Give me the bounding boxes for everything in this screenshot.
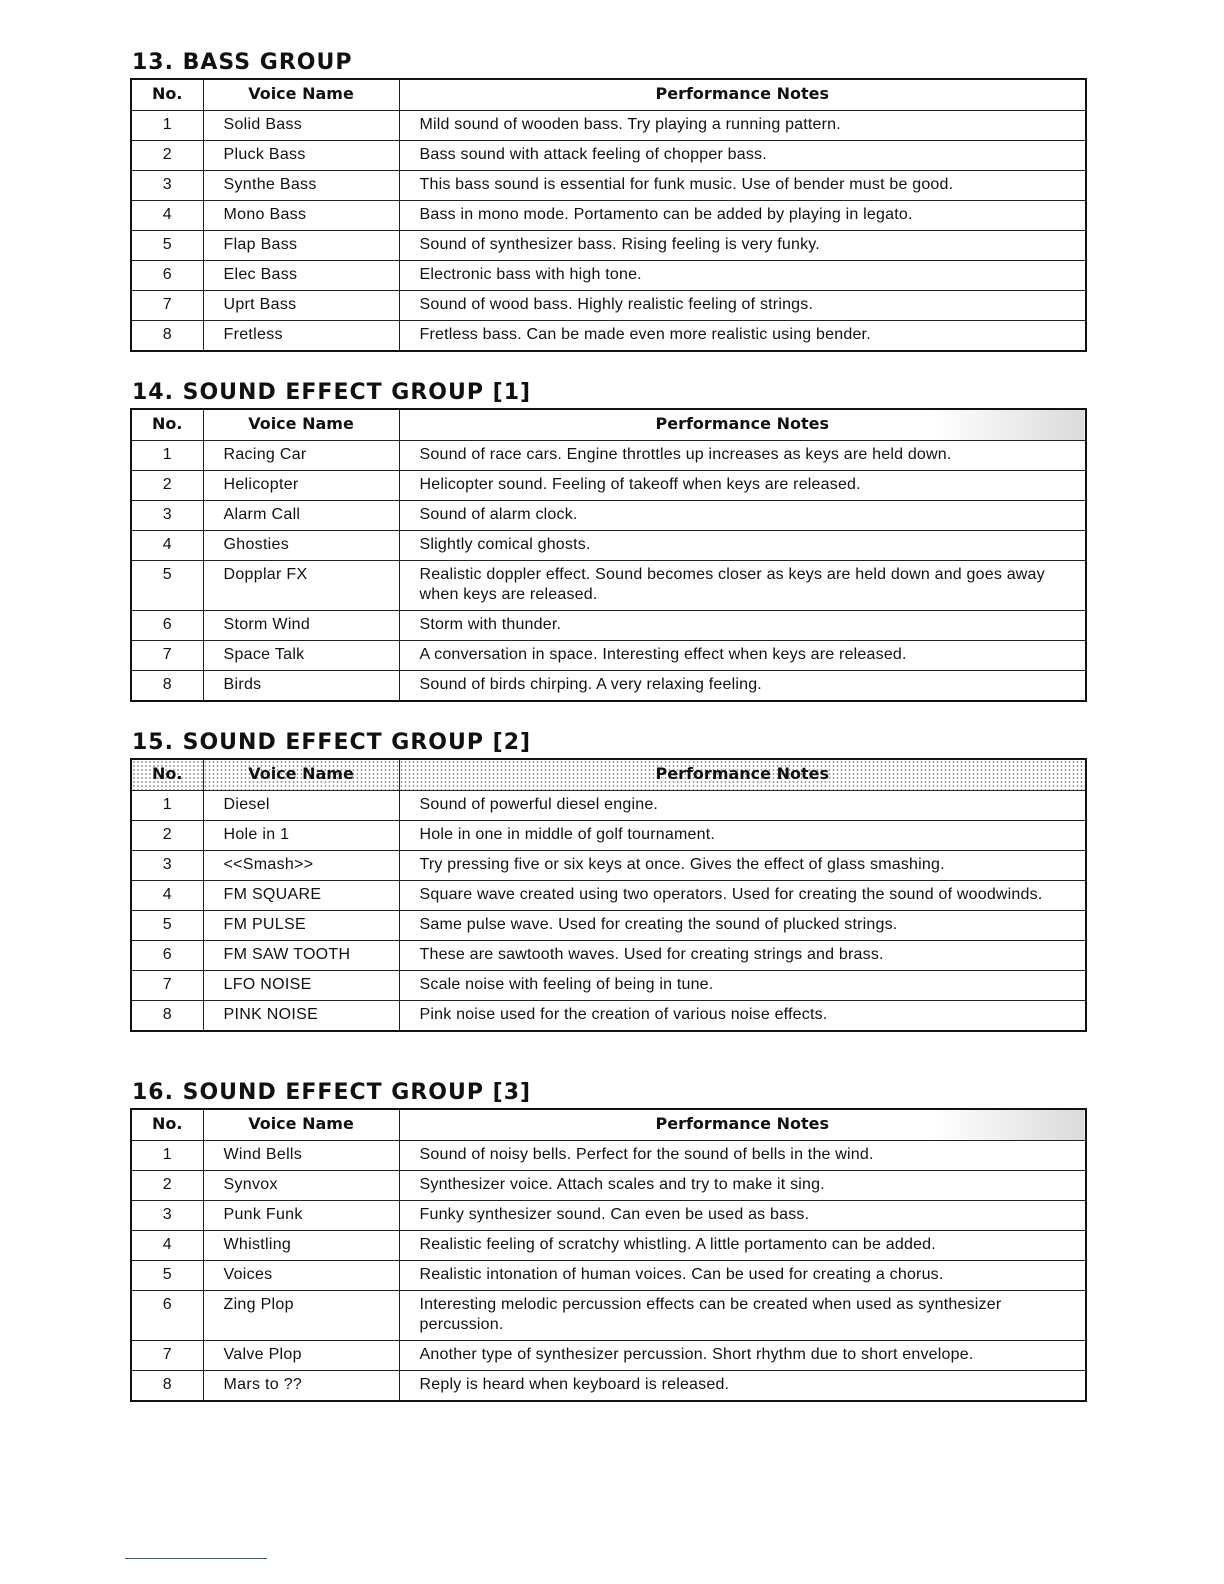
voice-number: 6: [131, 611, 203, 641]
voice-name: <<Smash>>: [203, 851, 399, 881]
voice-number: 4: [131, 531, 203, 561]
voice-name: Flap Bass: [203, 231, 399, 261]
header-voice-name: Voice Name: [203, 1109, 399, 1141]
section-sound-effect-group-1: [130, 380, 1087, 702]
header-no: No.: [131, 759, 203, 791]
voice-number: 3: [131, 851, 203, 881]
performance-notes: Try pressing five or six keys at once. Gives the effect of glass smashing.: [399, 851, 1086, 881]
voice-name: Punk Funk: [203, 1201, 399, 1231]
performance-notes: Slightly comical ghosts.: [399, 531, 1086, 561]
voice-name: Storm Wind: [203, 611, 399, 641]
voice-table: [130, 408, 1087, 702]
voice-number: 3: [131, 501, 203, 531]
table-row: [131, 441, 1086, 471]
table-header-row: [131, 759, 1086, 791]
voice-name: Racing Car: [203, 441, 399, 471]
performance-notes: Synthesizer voice. Attach scales and try to make it sing.: [399, 1171, 1086, 1201]
performance-notes: Sound of birds chirping. A very relaxing feeling.: [399, 671, 1086, 702]
section-title: 13. BASS GROUP: [132, 50, 353, 75]
table-row: [131, 1341, 1086, 1371]
header-voice-name: Voice Name: [203, 79, 399, 111]
header-voice-name: Voice Name: [203, 409, 399, 441]
voice-number: 1: [131, 111, 203, 141]
voice-name: Synvox: [203, 1171, 399, 1201]
performance-notes: Fretless bass. Can be made even more realistic using bender.: [399, 321, 1086, 352]
voice-number: 1: [131, 441, 203, 471]
voice-number: 4: [131, 881, 203, 911]
table-row: [131, 1001, 1086, 1032]
voice-name: Alarm Call: [203, 501, 399, 531]
performance-notes: Sound of synthesizer bass. Rising feeling is very funky.: [399, 231, 1086, 261]
table-row: [131, 111, 1086, 141]
performance-notes: Funky synthesizer sound. Can even be used as bass.: [399, 1201, 1086, 1231]
voice-number: 6: [131, 941, 203, 971]
table-row: [131, 881, 1086, 911]
voice-number: 7: [131, 291, 203, 321]
header-performance-notes: Performance Notes: [399, 759, 1086, 791]
table-row: [131, 531, 1086, 561]
section-title: 16. SOUND EFFECT GROUP [3]: [132, 1080, 532, 1105]
voice-name: LFO NOISE: [203, 971, 399, 1001]
voice-name: Pluck Bass: [203, 141, 399, 171]
performance-notes: A conversation in space. Interesting effect when keys are released.: [399, 641, 1086, 671]
table-body: [131, 791, 1086, 1032]
section-title: 14. SOUND EFFECT GROUP [1]: [132, 380, 532, 405]
table-row: [131, 501, 1086, 531]
performance-notes: Sound of race cars. Engine throttles up increases as keys are held down.: [399, 441, 1086, 471]
table-row: [131, 231, 1086, 261]
section-title: 15. SOUND EFFECT GROUP [2]: [132, 730, 532, 755]
voice-number: 2: [131, 471, 203, 501]
voice-name: Mono Bass: [203, 201, 399, 231]
voice-name: Uprt Bass: [203, 291, 399, 321]
voice-name: Diesel: [203, 791, 399, 821]
table-row: [131, 611, 1086, 641]
performance-notes: Sound of noisy bells. Perfect for the sound of bells in the wind.: [399, 1141, 1086, 1171]
voice-number: 7: [131, 641, 203, 671]
voice-number: 3: [131, 1201, 203, 1231]
voice-number: 3: [131, 171, 203, 201]
table-row: [131, 1371, 1086, 1402]
performance-notes: Same pulse wave. Used for creating the sound of plucked strings.: [399, 911, 1086, 941]
voice-table: [130, 78, 1087, 352]
table-row: [131, 321, 1086, 352]
table-row: [131, 671, 1086, 702]
performance-notes: Pink noise used for the creation of various noise effects.: [399, 1001, 1086, 1032]
table-header-row: [131, 1109, 1086, 1141]
performance-notes: Sound of wood bass. Highly realistic feeling of strings.: [399, 291, 1086, 321]
voice-number: 2: [131, 141, 203, 171]
table-row: [131, 911, 1086, 941]
voice-name: Synthe Bass: [203, 171, 399, 201]
header-performance-notes: Performance Notes: [399, 79, 1086, 111]
voice-number: 8: [131, 321, 203, 352]
voice-number: 4: [131, 201, 203, 231]
footer-rule: [125, 1558, 267, 1559]
voice-name: Birds: [203, 671, 399, 702]
section-sound-effect-group-2: [130, 730, 1087, 1032]
voice-name: Solid Bass: [203, 111, 399, 141]
voice-number: 6: [131, 261, 203, 291]
voice-name: Dopplar FX: [203, 561, 399, 611]
table-row: [131, 561, 1086, 611]
table-row: [131, 201, 1086, 231]
performance-notes: Realistic intonation of human voices. Can be used for creating a chorus.: [399, 1261, 1086, 1291]
performance-notes: Sound of alarm clock.: [399, 501, 1086, 531]
voice-number: 8: [131, 1371, 203, 1402]
table-row: [131, 641, 1086, 671]
header-performance-notes: Performance Notes: [399, 409, 1086, 441]
table-row: [131, 791, 1086, 821]
table-body: [131, 441, 1086, 702]
table-body: [131, 111, 1086, 352]
voice-name: Ghosties: [203, 531, 399, 561]
voice-name: FM SQUARE: [203, 881, 399, 911]
voice-number: 7: [131, 971, 203, 1001]
table-header-row: [131, 79, 1086, 111]
voice-name: Valve Plop: [203, 1341, 399, 1371]
header-no: No.: [131, 409, 203, 441]
voice-name: PINK NOISE: [203, 1001, 399, 1032]
performance-notes: Electronic bass with high tone.: [399, 261, 1086, 291]
voice-name: Hole in 1: [203, 821, 399, 851]
table-row: [131, 1231, 1086, 1261]
voice-number: 5: [131, 911, 203, 941]
performance-notes: Realistic doppler effect. Sound becomes closer as keys are held down and goes away when keys are released.: [399, 561, 1086, 611]
table-row: [131, 171, 1086, 201]
performance-notes: Helicopter sound. Feeling of takeoff when keys are released.: [399, 471, 1086, 501]
table-row: [131, 851, 1086, 881]
table-row: [131, 291, 1086, 321]
voice-number: 2: [131, 821, 203, 851]
performance-notes: Scale noise with feeling of being in tune.: [399, 971, 1086, 1001]
table-row: [131, 1141, 1086, 1171]
voice-name: Helicopter: [203, 471, 399, 501]
header-no: No.: [131, 1109, 203, 1141]
table-row: [131, 1261, 1086, 1291]
table-row: [131, 141, 1086, 171]
performance-notes: Another type of synthesizer percussion. Short rhythm due to short envelope.: [399, 1341, 1086, 1371]
voice-number: 7: [131, 1341, 203, 1371]
table-row: [131, 941, 1086, 971]
voice-name: FM PULSE: [203, 911, 399, 941]
performance-notes: This bass sound is essential for funk music. Use of bender must be good.: [399, 171, 1086, 201]
performance-notes: Mild sound of wooden bass. Try playing a running pattern.: [399, 111, 1086, 141]
voice-number: 1: [131, 1141, 203, 1171]
performance-notes: Bass sound with attack feeling of chopper bass.: [399, 141, 1086, 171]
section-sound-effect-group-3: [130, 1080, 1087, 1402]
performance-notes: Bass in mono mode. Portamento can be added by playing in legato.: [399, 201, 1086, 231]
performance-notes: These are sawtooth waves. Used for creating strings and brass.: [399, 941, 1086, 971]
voice-number: 6: [131, 1291, 203, 1341]
voice-name: Space Talk: [203, 641, 399, 671]
voice-number: 5: [131, 561, 203, 611]
voice-number: 1: [131, 791, 203, 821]
section-bass-group: [130, 50, 1087, 352]
header-no: No.: [131, 79, 203, 111]
performance-notes: Realistic feeling of scratchy whistling. A little portamento can be added.: [399, 1231, 1086, 1261]
performance-notes: Interesting melodic percussion effects can be created when used as synthesizer percussion.: [399, 1291, 1086, 1341]
table-row: [131, 971, 1086, 1001]
voice-number: 5: [131, 231, 203, 261]
voice-number: 4: [131, 1231, 203, 1261]
table-row: [131, 471, 1086, 501]
table-row: [131, 1291, 1086, 1341]
header-voice-name: Voice Name: [203, 759, 399, 791]
voice-name: Zing Plop: [203, 1291, 399, 1341]
voice-number: 8: [131, 671, 203, 702]
voice-name: Voices: [203, 1261, 399, 1291]
voice-name: FM SAW TOOTH: [203, 941, 399, 971]
voice-number: 8: [131, 1001, 203, 1032]
voice-name: Whistling: [203, 1231, 399, 1261]
table-header-row: [131, 409, 1086, 441]
table-row: [131, 1201, 1086, 1231]
performance-notes: Reply is heard when keyboard is released.: [399, 1371, 1086, 1402]
table-row: [131, 821, 1086, 851]
performance-notes: Storm with thunder.: [399, 611, 1086, 641]
performance-notes: Hole in one in middle of golf tournament.: [399, 821, 1086, 851]
performance-notes: Sound of powerful diesel engine.: [399, 791, 1086, 821]
table-row: [131, 261, 1086, 291]
voice-table: [130, 1108, 1087, 1402]
table-body: [131, 1141, 1086, 1402]
voice-name: Fretless: [203, 321, 399, 352]
voice-number: 2: [131, 1171, 203, 1201]
table-row: [131, 1171, 1086, 1201]
voice-name: Mars to ??: [203, 1371, 399, 1402]
performance-notes: Square wave created using two operators. Used for creating the sound of woodwinds.: [399, 881, 1086, 911]
header-performance-notes: Performance Notes: [399, 1109, 1086, 1141]
voice-name: Elec Bass: [203, 261, 399, 291]
voice-table: [130, 758, 1087, 1032]
voice-name: Wind Bells: [203, 1141, 399, 1171]
voice-number: 5: [131, 1261, 203, 1291]
